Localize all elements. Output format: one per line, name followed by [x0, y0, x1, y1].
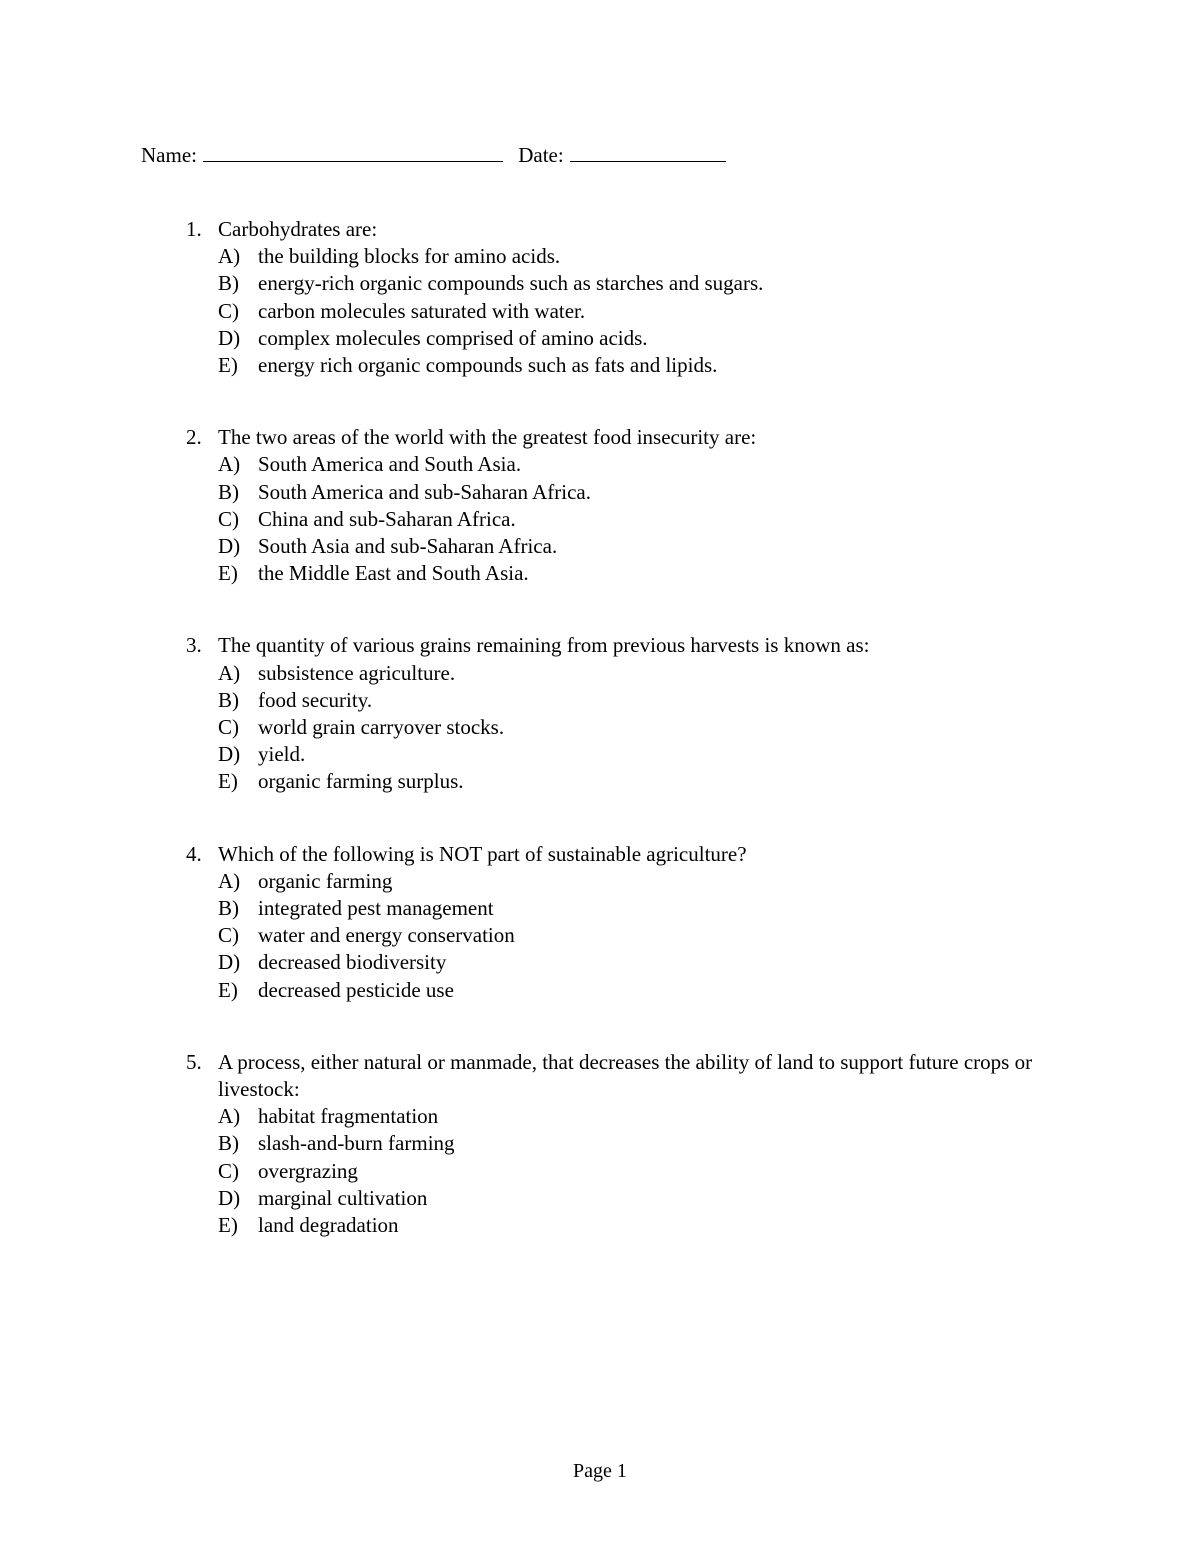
answer-choices [218, 451, 1086, 587]
choice-text: integrated pest management [258, 896, 494, 921]
question-text: The two areas of the world with the greatest food insecurity are: [218, 425, 757, 450]
choice-letter: E) [218, 769, 238, 794]
question-5 [186, 1049, 1086, 1239]
answer-choice [218, 1158, 1086, 1185]
question-number: 2. [186, 425, 202, 450]
answer-choice [218, 714, 1086, 741]
question-4 [186, 841, 1086, 1004]
choice-text: habitat fragmentation [258, 1104, 439, 1129]
choice-letter: B) [218, 479, 239, 504]
answer-choice [218, 451, 1086, 478]
question-body [218, 1049, 1086, 1239]
answer-choices [218, 660, 1086, 796]
choice-text: South Asia and sub-Saharan Africa. [258, 534, 558, 559]
choice-text: organic farming [258, 868, 393, 893]
choice-letter: B) [218, 271, 239, 296]
choice-text: decreased biodiversity [258, 950, 447, 975]
choice-letter: C) [218, 506, 239, 531]
choice-letter: A) [218, 868, 241, 893]
answer-choice [218, 1212, 1086, 1239]
question-body [218, 841, 1086, 1004]
question-number: 4. [186, 841, 202, 866]
question-2 [186, 424, 1086, 587]
choice-text: marginal cultivation [258, 1185, 428, 1210]
answer-choice [218, 1130, 1086, 1157]
answer-choice [218, 768, 1086, 795]
answer-choice [218, 1185, 1086, 1212]
choice-text: the Middle East and South Asia. [258, 561, 529, 586]
choice-letter: B) [218, 687, 239, 712]
choice-letter: E) [218, 1213, 238, 1238]
choice-text: complex molecules comprised of amino acids. [258, 325, 648, 350]
question-body [218, 632, 1086, 795]
question-number: 1. [186, 217, 202, 241]
answer-choice [218, 243, 1086, 270]
name-field[interactable] [203, 143, 503, 162]
answer-choices [218, 868, 1086, 1004]
choice-text: decreased pesticide use [258, 977, 454, 1002]
answer-choice [218, 977, 1086, 1004]
page-number: Page 1 [573, 1460, 627, 1482]
question-body [218, 216, 1086, 379]
choice-letter: C) [218, 298, 239, 323]
answer-choice [218, 560, 1086, 587]
answer-choice [218, 895, 1086, 922]
choice-text: energy-rich organic compounds such as starches and sugars. [258, 271, 764, 296]
choice-text: subsistence agriculture. [258, 660, 456, 685]
choice-text: slash-and-burn farming [258, 1131, 455, 1156]
choice-letter: A) [218, 660, 241, 685]
choice-letter: E) [218, 353, 238, 378]
answer-choices [218, 1103, 1086, 1239]
choice-text: South America and South Asia. [258, 452, 522, 477]
question-text: Which of the following is NOT part of sustainable agriculture? [218, 841, 747, 866]
choice-letter: B) [218, 1131, 239, 1156]
answer-choice [218, 660, 1086, 687]
question-text: Carbohydrates are: [218, 217, 378, 241]
question-number: 5. [186, 1049, 202, 1074]
worksheet-header [141, 142, 726, 169]
choice-letter: C) [218, 923, 239, 948]
answer-choice [218, 533, 1086, 560]
question-number: 3. [186, 633, 202, 658]
choice-letter: D) [218, 325, 241, 350]
answer-choice [218, 298, 1086, 325]
answer-choice [218, 325, 1086, 352]
choice-text: overgrazing [258, 1158, 358, 1183]
choice-letter: E) [218, 977, 238, 1002]
question-3 [186, 632, 1086, 795]
choice-letter: C) [218, 1158, 239, 1183]
choice-letter: E) [218, 561, 238, 586]
choice-text: South America and sub-Saharan Africa. [258, 479, 591, 504]
question-body [218, 424, 1086, 587]
question-text: A process, either natural or manmade, that decreases the ability of land to support future crops or livestock: [218, 1049, 1033, 1102]
name-label: Name: [141, 143, 197, 167]
choice-letter: C) [218, 715, 239, 740]
choice-text: energy rich organic compounds such as fats and lipids. [258, 353, 718, 378]
choice-letter: D) [218, 1185, 241, 1210]
question-list [186, 216, 1086, 1284]
date-field[interactable] [570, 143, 726, 162]
question-text: The quantity of various grains remaining from previous harvests is known as: [218, 633, 870, 658]
choice-text: food security. [258, 687, 373, 712]
answer-choice [218, 352, 1086, 379]
answer-choices [218, 243, 1086, 379]
choice-letter: B) [218, 896, 239, 921]
answer-choice [218, 687, 1086, 714]
choice-letter: A) [218, 244, 241, 269]
choice-text: yield. [258, 742, 306, 767]
choice-text: land degradation [258, 1213, 399, 1238]
answer-choice [218, 741, 1086, 768]
answer-choice [218, 270, 1086, 297]
choice-text: the building blocks for amino acids. [258, 244, 561, 269]
choice-letter: D) [218, 950, 241, 975]
answer-choice [218, 506, 1086, 533]
choice-text: carbon molecules saturated with water. [258, 298, 586, 323]
answer-choice [218, 479, 1086, 506]
choice-text: world grain carryover stocks. [258, 715, 505, 740]
choice-letter: D) [218, 534, 241, 559]
answer-choice [218, 922, 1086, 949]
answer-choice [218, 868, 1086, 895]
choice-text: water and energy conservation [258, 923, 515, 948]
choice-letter: A) [218, 1104, 241, 1129]
choice-text: organic farming surplus. [258, 769, 464, 794]
choice-text: China and sub-Saharan Africa. [258, 506, 516, 531]
answer-choice [218, 949, 1086, 976]
choice-letter: D) [218, 742, 241, 767]
answer-choice [218, 1103, 1086, 1130]
question-1 [186, 216, 1086, 379]
choice-letter: A) [218, 452, 241, 477]
date-label: Date: [518, 143, 564, 167]
